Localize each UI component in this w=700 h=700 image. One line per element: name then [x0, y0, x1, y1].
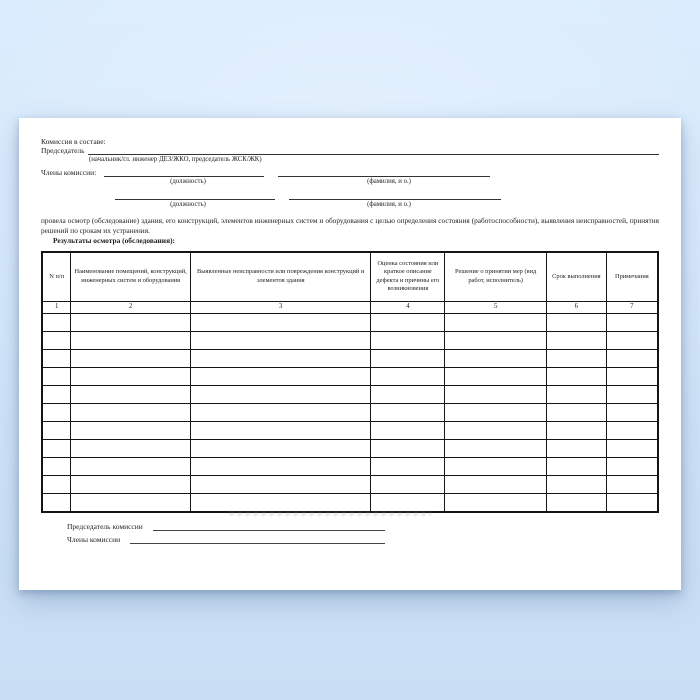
- empty-cell: [606, 350, 658, 368]
- empty-cell: [445, 404, 547, 422]
- name-hint-2: (фамилия, и о.): [367, 201, 411, 209]
- hint-spacer: [41, 201, 107, 209]
- members-row-2: [41, 192, 659, 200]
- table-row: [42, 350, 658, 368]
- position-hint-2: (должность): [170, 201, 206, 209]
- empty-cell: [42, 458, 71, 476]
- empty-cell: [445, 422, 547, 440]
- header-row-number: N п/п: [42, 252, 71, 302]
- empty-cell: [371, 350, 445, 368]
- member2-name-line[interactable]: [289, 192, 501, 200]
- empty-cell: [445, 458, 547, 476]
- empty-cell: [445, 494, 547, 512]
- member2-position-line[interactable]: [115, 192, 275, 200]
- empty-cell: [546, 350, 606, 368]
- empty-cell: [606, 314, 658, 332]
- empty-cell: [445, 350, 547, 368]
- empty-cell: [546, 368, 606, 386]
- empty-cell: [546, 458, 606, 476]
- empty-cell: [445, 476, 547, 494]
- empty-cell: [445, 314, 547, 332]
- empty-cell: [71, 350, 191, 368]
- document-content: [19, 118, 681, 544]
- empty-cell: [445, 332, 547, 350]
- empty-cell: [371, 332, 445, 350]
- empty-cell: [371, 314, 445, 332]
- column-number: 2: [71, 302, 191, 314]
- empty-cell: [42, 368, 71, 386]
- empty-cell: [546, 332, 606, 350]
- column-number: 4: [371, 302, 445, 314]
- empty-cell: [606, 368, 658, 386]
- table-row: [42, 386, 658, 404]
- table-row: [42, 368, 658, 386]
- empty-cell: [190, 458, 371, 476]
- empty-cell: [190, 440, 371, 458]
- empty-cell: [606, 332, 658, 350]
- empty-cell: [42, 422, 71, 440]
- column-number: 6: [546, 302, 606, 314]
- empty-cell: [42, 404, 71, 422]
- chairman-fill-in-line[interactable]: [88, 147, 659, 155]
- empty-cell: [546, 476, 606, 494]
- empty-cell: [606, 494, 658, 512]
- empty-cell: [546, 404, 606, 422]
- header-notes: Примечания: [606, 252, 658, 302]
- empty-cell: [546, 494, 606, 512]
- empty-cell: [71, 458, 191, 476]
- column-number: 1: [42, 302, 71, 314]
- results-title: Результаты осмотра (обследования):: [53, 235, 175, 245]
- members-hints-2: [41, 201, 659, 209]
- empty-cell: [606, 476, 658, 494]
- members-signature-line[interactable]: [130, 536, 385, 544]
- members-row-1: [41, 168, 659, 177]
- name-hint-1: (фамилия, и о.): [367, 178, 411, 186]
- empty-cell: [445, 368, 547, 386]
- empty-cell: [371, 422, 445, 440]
- chairman-hint: (начальник/гл. инженер ДЕЗ/ЖКО, председатель ЖСК/ЖК): [89, 156, 262, 163]
- empty-cell: [71, 494, 191, 512]
- empty-cell: [606, 458, 658, 476]
- empty-cell: [190, 368, 371, 386]
- empty-cell: [190, 422, 371, 440]
- document-page: [19, 118, 681, 590]
- column-number-row: [42, 302, 658, 314]
- header-defects: Выявленные неисправности или повреждения конструкций и элементов здания: [190, 252, 371, 302]
- empty-cell: [42, 314, 71, 332]
- empty-cell: [42, 350, 71, 368]
- empty-cell: [71, 440, 191, 458]
- empty-cell: [371, 368, 445, 386]
- purpose-paragraph: провела осмотр (обследование) здания, его конструкций, элементов инженерных систем и оборудования с целью определения состояния (работоспособности), выявления неисправностей, принятия решений по срокам их устранения.: [41, 216, 659, 235]
- empty-cell: [71, 422, 191, 440]
- empty-cell: [190, 404, 371, 422]
- signature-block: [67, 522, 659, 544]
- member1-position-line[interactable]: [104, 169, 264, 177]
- table-row: [42, 422, 658, 440]
- table-row: [42, 476, 658, 494]
- empty-cell: [546, 314, 606, 332]
- table-row: [42, 440, 658, 458]
- empty-cell: [371, 404, 445, 422]
- inspection-results-table: [41, 251, 659, 513]
- table-row: [42, 494, 658, 512]
- hint-gap: [269, 201, 283, 209]
- empty-cell: [445, 440, 547, 458]
- empty-cell: [190, 494, 371, 512]
- table-row: [42, 404, 658, 422]
- chairman-row: [41, 146, 659, 155]
- hint-spacer: [41, 178, 107, 186]
- header-premises: Наименование помещений, конструкций, инженерных систем и оборудования: [71, 252, 191, 302]
- empty-cell: [42, 386, 71, 404]
- empty-cell: [42, 494, 71, 512]
- empty-cell: [371, 440, 445, 458]
- chairman-signature-label: Председатель комиссии: [67, 521, 143, 531]
- column-number: 5: [445, 302, 547, 314]
- members-signature-row: [67, 535, 385, 544]
- empty-cell: [71, 476, 191, 494]
- empty-cell: [445, 386, 547, 404]
- empty-cell: [71, 332, 191, 350]
- empty-cell: [42, 440, 71, 458]
- members-signature-label: Члены комиссии: [67, 534, 121, 544]
- empty-cell: [190, 314, 371, 332]
- empty-cell: [546, 386, 606, 404]
- header-condition: Оценка состояния или краткое описание дефекта и причины его возникновения: [371, 252, 445, 302]
- header-decision: Решение о принятии мер (вид работ, исполнитель): [445, 252, 547, 302]
- members-hints-1: [41, 178, 659, 186]
- members-label: Члены комиссии:: [41, 168, 97, 178]
- empty-cell: [546, 422, 606, 440]
- empty-cell: [190, 386, 371, 404]
- empty-cell: [42, 476, 71, 494]
- empty-cell: [190, 332, 371, 350]
- empty-cell: [190, 476, 371, 494]
- table-body: [42, 314, 658, 512]
- chairman-signature-line[interactable]: [153, 523, 385, 531]
- chairman-signature-row: [67, 522, 385, 531]
- empty-cell: [71, 404, 191, 422]
- empty-cell: [371, 386, 445, 404]
- empty-cell: [71, 314, 191, 332]
- table-row: [42, 458, 658, 476]
- empty-cell: [606, 440, 658, 458]
- empty-cell: [546, 440, 606, 458]
- member1-name-line[interactable]: [278, 169, 490, 177]
- empty-cell: [606, 404, 658, 422]
- hint-gap: [269, 178, 283, 186]
- empty-cell: [71, 368, 191, 386]
- table-row: [42, 332, 658, 350]
- table-header-row: [42, 252, 658, 302]
- position-hint-1: (должность): [170, 178, 206, 186]
- empty-cell: [371, 494, 445, 512]
- empty-cell: [42, 332, 71, 350]
- empty-cell: [190, 350, 371, 368]
- commission-intro: Комиссия в составе:: [41, 137, 106, 146]
- column-number: 7: [606, 302, 658, 314]
- empty-cell: [606, 422, 658, 440]
- column-number: 3: [190, 302, 371, 314]
- chairman-label: Председатель: [41, 146, 85, 155]
- empty-cell: [606, 386, 658, 404]
- header-deadline: Срок выполнения: [546, 252, 606, 302]
- empty-cell: [371, 476, 445, 494]
- table-row: [42, 314, 658, 332]
- empty-cell: [371, 458, 445, 476]
- empty-cell: [71, 386, 191, 404]
